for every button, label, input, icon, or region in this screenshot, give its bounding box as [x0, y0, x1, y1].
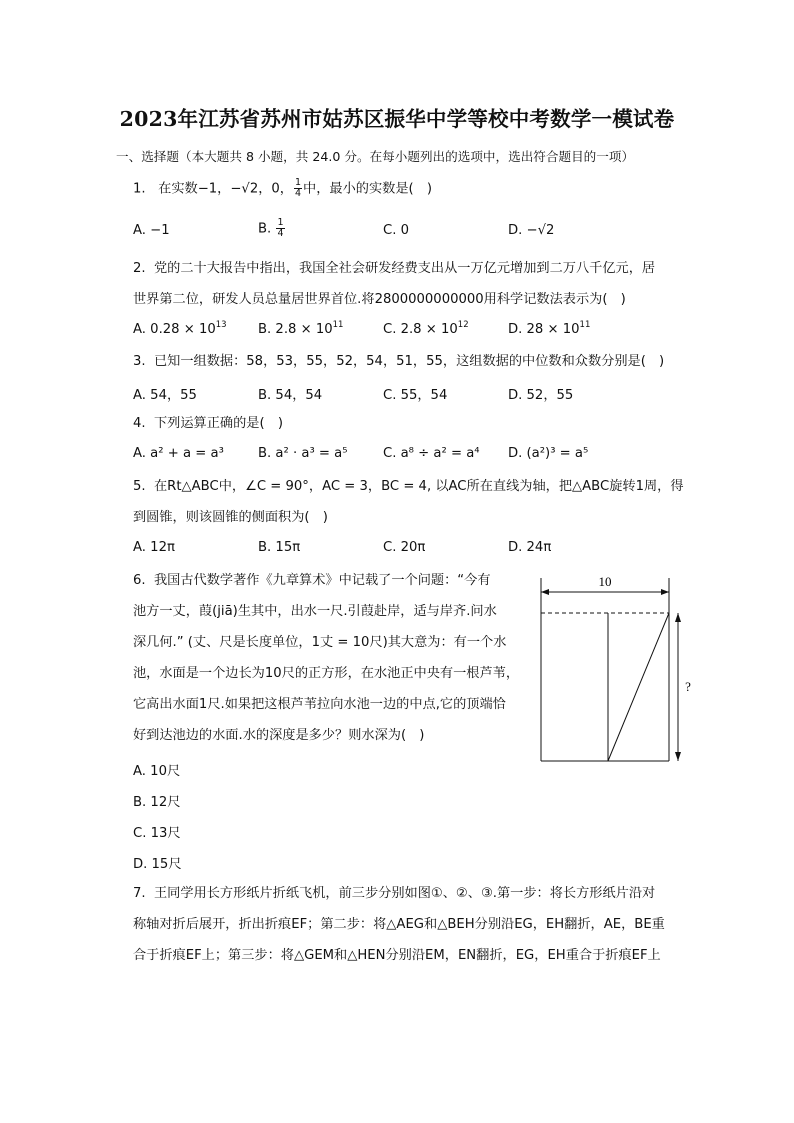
option-d[interactable]: D. 15尺 [133, 857, 182, 872]
question-7 [133, 884, 655, 904]
depth-label: ? [685, 679, 691, 694]
question-text: 在实数−1，−√2，0， [158, 181, 293, 197]
question-number: 6. [133, 573, 146, 588]
question-text: 已知一组数据：58，53，55，52，54，51，55，这组数据的中位数和众数分别是( ) [153, 354, 665, 369]
question-text: 王同学用长方形纸片折纸飞机，前三步分别如图①、②、③.第一步：将长方形纸片沿对 [153, 886, 656, 901]
question-text: 下列运算正确的是( ) [153, 416, 283, 431]
option-a[interactable]: A. $0.28 \times 10^{13}$ [133, 320, 227, 337]
question-number: 4. [133, 416, 146, 431]
option-c[interactable]: C. 20π [383, 540, 426, 555]
arrow-right-icon [661, 589, 669, 595]
top-dimension-label: 10 [598, 574, 612, 589]
option-d[interactable]: D. (a²)³ = a⁵ [508, 446, 589, 461]
option-a[interactable]: A. a² + a = a³ [133, 446, 224, 461]
option-b[interactable]: B. 54，54 [258, 388, 323, 403]
option-c[interactable]: C. 0 [383, 223, 409, 238]
question-number: 2. [133, 261, 146, 276]
option-a[interactable]: A. 10尺 [133, 764, 181, 779]
question-4 [133, 414, 283, 434]
fraction: $\frac{1}{4}$ [294, 177, 302, 199]
question-3 [133, 352, 664, 372]
question-text: 称轴对折后展开，折出折痕EF；第二步：将△AEG和△BEH分别沿EG，EH翻折，AE，BE重 [133, 917, 665, 932]
question-text: 它高出水面1尺.如果把这根芦苇拉向水池一边的中点,它的顶端恰 [133, 697, 506, 712]
option-a[interactable]: A. −1 [133, 223, 170, 238]
arrow-down-icon [675, 752, 681, 761]
option-d[interactable]: D. $28 \times 10^{11}$ [508, 320, 591, 337]
pond-reed-figure [535, 568, 695, 768]
question-text: 深几何.” (丈、尺是长度单位，1丈 = 10尺)其大意为：有一个水 [133, 635, 507, 650]
reed-pulled [608, 613, 669, 761]
option-d[interactable]: D. 24π [508, 540, 552, 555]
option-c[interactable]: C. a⁸ ÷ a² = a⁴ [383, 446, 480, 461]
question-text: 池，水面是一个边长为10尺的正方形，在水池正中央有一根芦苇， [133, 666, 520, 681]
page-title: 2023年江苏省苏州市姑苏区振华中学等校中考数学一模试卷 [119, 107, 675, 131]
option-b[interactable]: B. $2.8 \times 10^{11}$ [258, 320, 344, 337]
section-header: 一、选择题（本大题共 8 小题，共 24.0 分。在每小题列出的选项中，选出符合题目的一项） [116, 149, 635, 164]
question-5 [133, 477, 684, 497]
question-6 [133, 571, 491, 591]
option-b[interactable]: B. $\frac{1}{4}$ [258, 217, 284, 239]
option-c[interactable]: C. 55，54 [383, 388, 448, 403]
question-number: 1. [133, 181, 146, 197]
question-text: 世界第二位，研发人员总量居世界首位.将2800000000000用科学记数法表示为( ) [133, 292, 626, 307]
question-number: 5. [133, 479, 146, 494]
arrow-up-icon [675, 613, 681, 622]
question-1 [133, 178, 432, 200]
question-number: 3. [133, 354, 146, 369]
option-b[interactable]: B. a² · a³ = a⁵ [258, 446, 348, 461]
question-text: 中，最小的实数是( ) [303, 181, 433, 197]
question-text: 合于折痕EF上；第三步：将△GEM和△HEN分别沿EM，EN翻折，EG，EH重合于折痕EF上 [133, 948, 661, 963]
option-a[interactable]: A. 54，55 [133, 388, 197, 403]
option-d[interactable]: D. −√2 [508, 223, 555, 238]
option-d[interactable]: D. 52，55 [508, 388, 574, 403]
arrow-left-icon [541, 589, 549, 595]
question-text: 在Rt△ABC中，∠C = 90°，AC = 3，BC = 4, 以AC所在直线为轴，把△ABC旋转1周，得 [153, 479, 684, 494]
question-text: 到圆锥，则该圆锥的侧面积为( ) [133, 510, 328, 525]
option-c[interactable]: C. $2.8 \times 10^{12}$ [383, 320, 469, 337]
question-text: 池方一丈，葭(jiā)生其中，出水一尺.引葭赴岸，适与岸齐.问水 [133, 604, 497, 619]
option-a[interactable]: A. 12π [133, 540, 175, 555]
question-text: 我国古代数学著作《九章算术》中记载了一个问题：“今有 [153, 573, 491, 588]
question-number: 7. [133, 886, 146, 901]
option-b[interactable]: B. 12尺 [133, 795, 181, 810]
question-2 [133, 259, 655, 279]
question-text: 党的二十大报告中指出，我国全社会研发经费支出从一万亿元增加到二万八千亿元，居 [153, 261, 656, 276]
option-b[interactable]: B. 15π [258, 540, 301, 555]
question-text: 好到达池边的水面.水的深度是多少？则水深为( ) [133, 728, 425, 743]
option-c[interactable]: C. 13尺 [133, 826, 181, 841]
